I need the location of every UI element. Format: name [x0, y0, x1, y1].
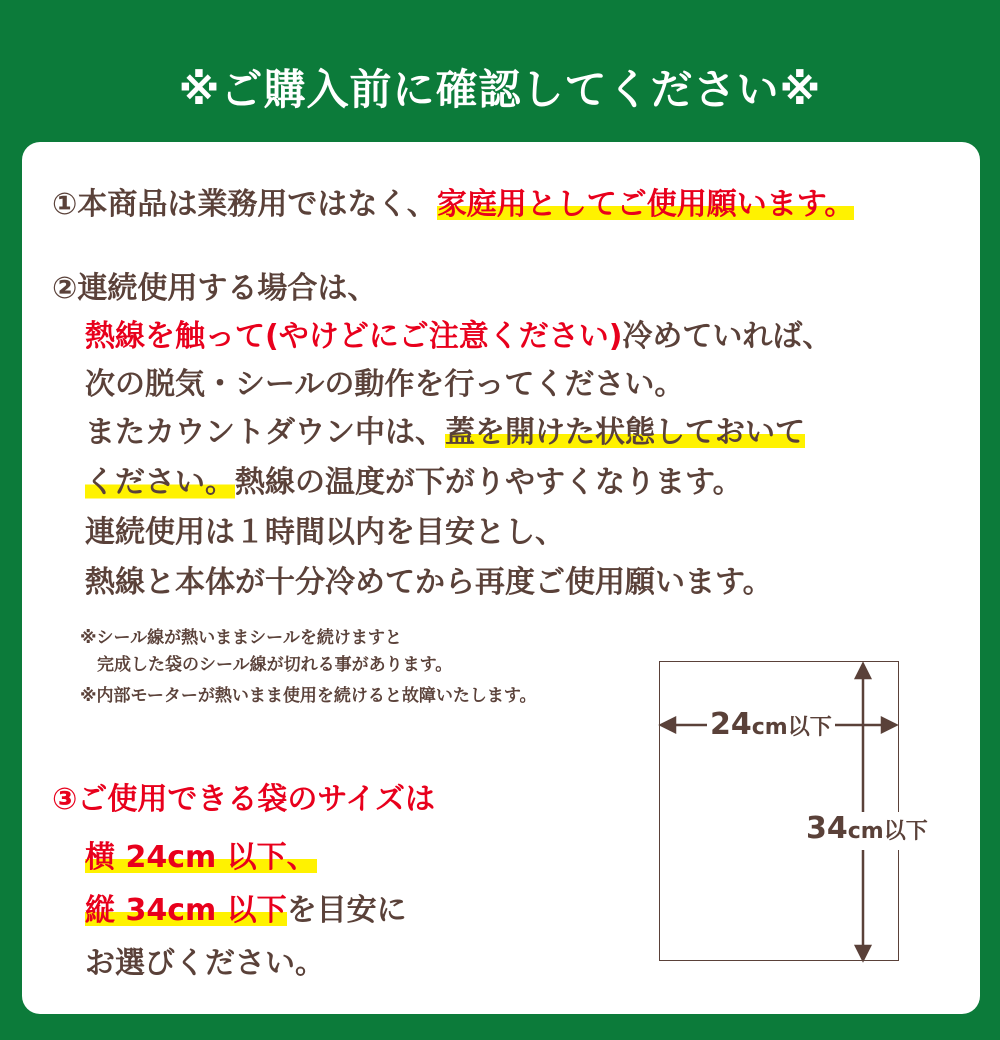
item3-heading: ③ご使用できる袋のサイズは: [52, 782, 435, 817]
width-label: [707, 708, 835, 746]
height-unit: cm以下: [847, 819, 928, 844]
height-arrow-bottom-head: [856, 946, 870, 960]
note-2: 完成した袋のシール線が切れる事があります。: [80, 655, 453, 675]
note-3: ※内部モーターが熱いまま使用を続けると故障いたします。: [80, 686, 537, 706]
item2-line5-highlight: ください。: [85, 465, 235, 500]
item2-line4-highlight: 蓋を開けた状態しておいて: [445, 415, 805, 450]
item3-line4: お選びください。: [85, 946, 325, 981]
item2-line5-rest: 熱線の温度が下がりやすくなります。: [235, 465, 743, 500]
width-arrow-left-head: [661, 718, 675, 732]
item1-prefix: ①本商品は業務用ではなく、: [52, 187, 437, 222]
item3-height-limit: 縦 34cm 以下: [85, 893, 287, 928]
item2-heading: ②連続使用する場合は、: [52, 271, 378, 306]
item2-line2-rest: 冷めていれば、: [622, 319, 833, 354]
height-value: 34: [806, 811, 848, 846]
width-arrow-right-head: [882, 718, 896, 732]
item2-line4-prefix: またカウントダウン中は、: [85, 415, 445, 450]
width-value: 24: [710, 707, 752, 742]
item3-line3-rest: を目安に: [286, 893, 407, 928]
page-title: ※ご購入前に確認してください※: [178, 65, 822, 114]
item3-width-limit: 横 24cm 以下、: [85, 840, 317, 875]
item2-line3: 次の脱気・シールの動作を行ってください。: [85, 367, 685, 402]
note-1: ※シール線が熱いままシールを続けますと: [80, 628, 402, 648]
height-arrow-top-head: [856, 664, 870, 678]
width-unit: cm以下: [751, 715, 832, 740]
item2-warning: 熱線を触って(やけどにご注意ください): [85, 319, 623, 354]
height-label: [804, 812, 930, 850]
item2-line6: 連続使用は１時間以内を目安とし、: [85, 515, 565, 550]
item2-line7: 熱線と本体が十分冷めてから再度ご使用願います。: [85, 565, 773, 600]
item1-highlight: 家庭用としてご使用願います。: [436, 187, 855, 222]
